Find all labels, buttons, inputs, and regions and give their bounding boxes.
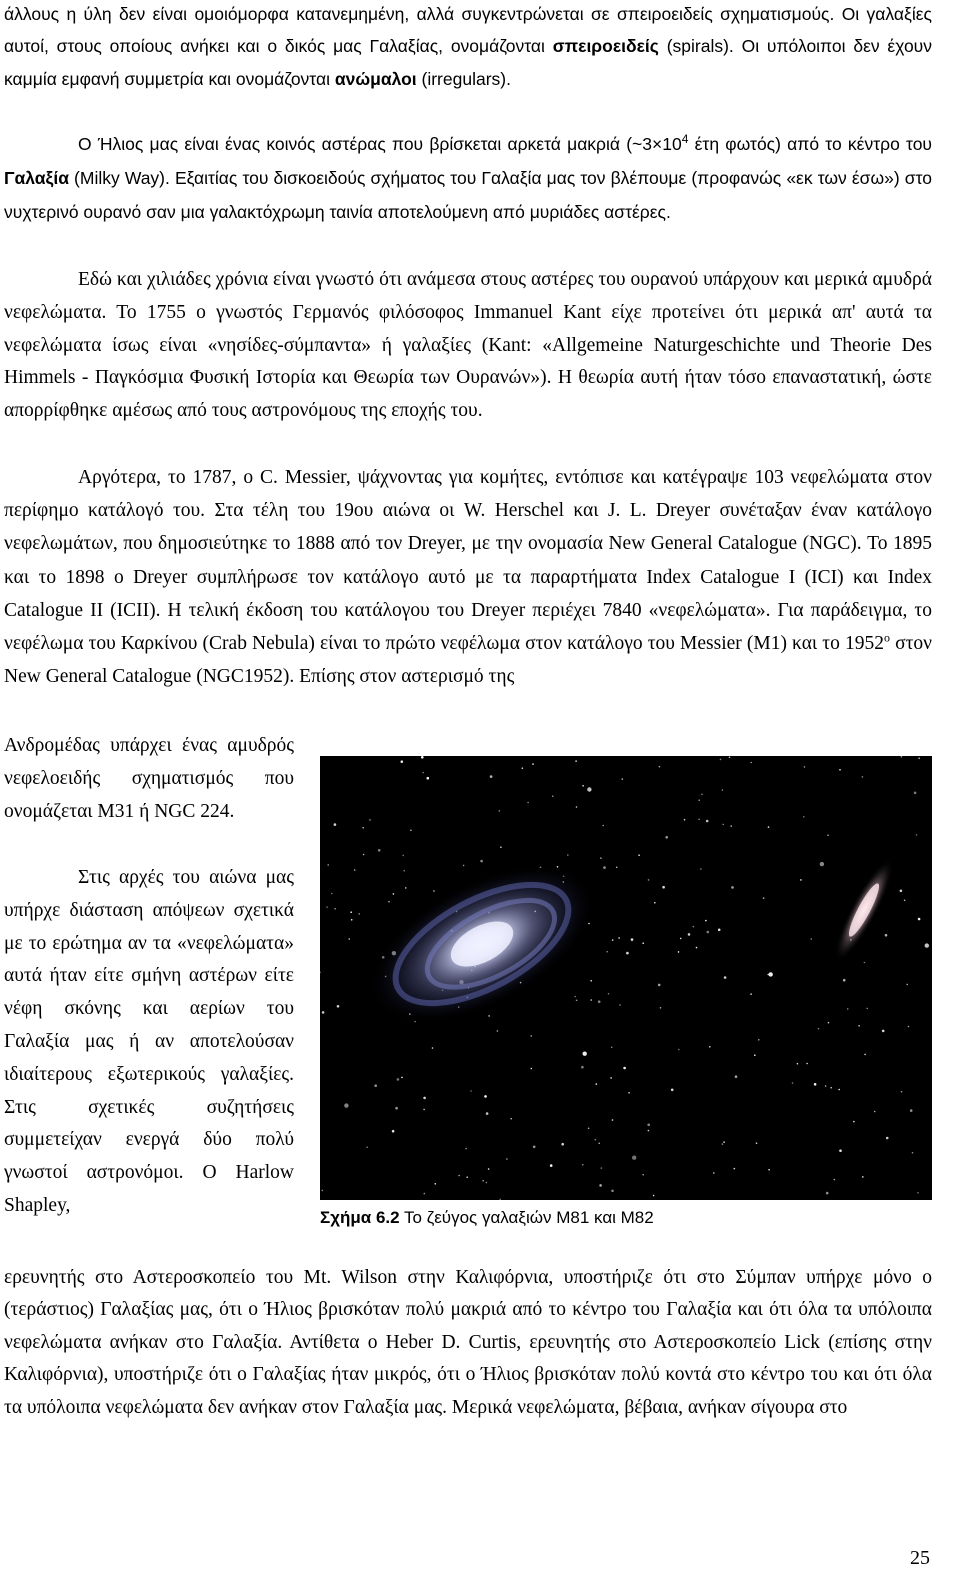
star — [350, 911, 352, 913]
star — [839, 1149, 842, 1152]
star — [885, 934, 888, 937]
star — [458, 1175, 460, 1177]
star — [693, 926, 695, 928]
star — [642, 942, 644, 944]
star — [581, 1066, 584, 1069]
figure-caption — [320, 1204, 932, 1232]
paragraph-3 — [4, 264, 932, 428]
star — [402, 855, 404, 857]
star — [763, 897, 765, 899]
star — [671, 1089, 674, 1092]
star — [393, 893, 395, 895]
star — [662, 886, 665, 889]
star — [590, 999, 592, 1001]
galaxy-photo-image — [320, 756, 932, 1200]
star — [595, 1139, 597, 1141]
paragraph-text: (Milky Way). Εξαιτίας του δισκοειδούς σχήματος του Γαλαξία μας τον βλέπουμε (προφανώς «εκ των έσω») στο νυχτερινό ουρανό σαν μια γαλακτόχρωμη ταινία αποτελούμενη από μυριάδες αστέρες. — [4, 168, 932, 222]
star — [337, 1005, 340, 1008]
star — [864, 1054, 866, 1056]
star — [729, 757, 731, 759]
star — [917, 1192, 919, 1194]
paragraph-text: (irregulars). — [416, 68, 511, 89]
star — [601, 1167, 603, 1169]
star — [628, 1092, 630, 1094]
star — [901, 756, 903, 758]
star — [322, 1011, 325, 1014]
star — [506, 1158, 508, 1160]
star — [410, 830, 412, 832]
paragraph-text: ερευνητής στο Αστεροσκοπείο του Mt. Wilson στην Καλιφόρνια, υποστήριζε ότι στο Σύμπαν υπήρχε μόνο ο (τεράστιος) Γαλαξίας μας, ότι ο Ήλιος βρισκόταν πολύ μακριά από το κέντρο του Γαλαξία και ότι όλα τα υπόλοιπα νεφελώματα ανήκαν στο Γαλαξία. Αντίθετα ο Heber D. Curtis, ερευνητής στο Αστεροσκοπείο Lick (επίσης στην Καλιφόρνια), υποστήριζε ότι ο Γαλαξίας ήταν μικρός, ότι ο Ήλιος βρισκόταν πολύ κοντά στο κέντρο του και ότι όλα τα υπόλοιπα νεφελώματα δεν ανήκαν στον Γαλαξία μας. Μερικά νεφελώματα, βέβαια, ανήκαν σίγουρα στο — [4, 1267, 932, 1418]
star — [500, 846, 502, 848]
star — [480, 860, 483, 863]
star — [374, 1084, 377, 1087]
star — [378, 849, 381, 852]
star — [750, 993, 752, 995]
star — [723, 1141, 725, 1143]
star — [862, 776, 864, 778]
star — [800, 879, 802, 881]
star — [731, 886, 734, 889]
star — [397, 1078, 400, 1081]
star — [713, 1172, 715, 1174]
star — [327, 864, 329, 866]
star — [348, 938, 350, 940]
paragraph-text: Εδώ και χιλιάδες χρόνια είναι γνωστό ότι ανάμεσα στους αστέρες του ουρανού υπάρχουν και μερικά αμυδρά νεφελώματα. Το 1755 ο γνωστός Γερμανός φιλόσοφος Immanuel Kant είχε προτείνει ότι μερικά απ' αυτά τα νεφελώματα ίσως είναι «νησίδες-σύμπαντα» ή γαλαξίες (Kant: «Allgemeine Naturgeschichte und Theorie Des Himmels - Παγκόσμια Φυσική Ιστορία και Θεωρία των Ουρανών»). Η θεωρία αυτή ήταν τόσο επαναστατική, ώστε απορρίφθηκε αμέσως από τους αστρονόμους της εποχής του. — [4, 269, 932, 422]
star — [576, 806, 578, 808]
star — [608, 993, 610, 995]
star — [369, 819, 371, 821]
star — [344, 1103, 348, 1107]
star — [363, 854, 365, 856]
page-number: 25 — [910, 1547, 930, 1569]
side-paragraph-2 — [4, 862, 294, 1223]
star — [814, 1083, 817, 1086]
star — [631, 938, 634, 941]
star — [722, 1143, 724, 1145]
star — [590, 980, 592, 982]
star — [866, 1008, 868, 1010]
star — [688, 933, 691, 936]
star — [510, 1118, 512, 1120]
star — [527, 802, 529, 804]
side-paragraph-1 — [4, 730, 294, 828]
star — [331, 893, 333, 895]
star — [804, 766, 806, 768]
star — [484, 1095, 487, 1098]
star — [550, 1164, 553, 1167]
paragraph-text: στον New General Catalogue (NGC1952). Επίσης στον αστερισμό της — [4, 633, 932, 688]
star — [828, 1022, 830, 1024]
star — [522, 767, 524, 769]
star — [603, 866, 606, 869]
star — [838, 1089, 840, 1091]
paragraph-2 — [4, 127, 932, 229]
star — [395, 1107, 398, 1110]
star — [567, 854, 569, 856]
star — [421, 756, 424, 759]
star — [918, 758, 920, 760]
star — [642, 1174, 644, 1176]
star — [874, 1111, 876, 1113]
star — [530, 1035, 532, 1037]
star — [602, 825, 604, 827]
star — [820, 862, 824, 866]
exponent: 4 — [681, 132, 689, 147]
star — [358, 913, 360, 915]
star — [588, 1128, 590, 1130]
star — [916, 834, 918, 836]
star — [366, 1146, 368, 1148]
paragraph-text: Αργότερα, το 1787, ο C. Messier, ψάχνοντας για κομήτες, εντόπισε και κατέγραψε 103 νεφελώματα στον περίφημο κατάλογό του. Στα τέλη του 19ου αιώνα οι W. Herschel και J. L. Dreyer συνέταξαν έναν κατάλογο νεφελωμάτων, που δημοσιεύτηκε το 1888 από τον Dreyer, με την ονομασία New General Catalogue (NGC). Το 1895 και το 1898 ο Dreyer συμπλήρωσε τον κατάλογο αυτό με τα παραρτήματα Index Catalogue I (ICI) και Index Catalogue II (ICII). Η τελική έκδοση του κατάλογου του Dreyer περιέχει 7840 «νεφελώματα». Για παράδειγμα, το νεφέλωμα του Καρκίνου (Crab Nebula) είναι το πρώτο νεφέλωμα στον κατάλογο του Messier (M1) και το 1952 — [4, 467, 932, 655]
paragraph-5 — [4, 1262, 932, 1424]
star — [758, 1039, 760, 1041]
paragraph-1 — [4, 0, 932, 95]
star — [488, 1015, 490, 1017]
star — [388, 901, 390, 903]
star — [701, 794, 703, 796]
star — [858, 1025, 860, 1027]
paragraph-text: Ανδρομέδας υπάρχει ένας αμυδρός νεφελοειδής σχηματισμός που ονομάζεται Μ31 ή NGC 224. — [4, 735, 294, 822]
star — [724, 976, 727, 979]
star — [552, 795, 554, 797]
star — [354, 869, 356, 871]
star — [658, 984, 661, 987]
star — [750, 762, 752, 764]
star — [482, 1180, 484, 1182]
term-irregulars: ανώμαλοι — [334, 68, 417, 89]
star — [735, 1075, 738, 1078]
star — [576, 1000, 578, 1002]
star — [810, 938, 812, 940]
star — [925, 943, 929, 947]
star — [914, 792, 917, 795]
star — [533, 1146, 536, 1149]
star — [427, 777, 430, 780]
star — [424, 1193, 426, 1195]
star — [918, 918, 921, 921]
star — [839, 769, 841, 771]
star — [665, 836, 668, 839]
star — [900, 890, 903, 893]
figure-label: Σχήμα 6.2 — [320, 1208, 400, 1227]
star — [660, 1007, 662, 1009]
star — [709, 1046, 711, 1048]
star — [598, 1000, 601, 1003]
star — [862, 1176, 864, 1178]
star — [611, 1047, 613, 1049]
star — [497, 1030, 499, 1032]
star — [648, 879, 650, 881]
paragraph-text: (spirals). Οι υπόλοιποι δεν έχουν καμμία εμφανή συμμετρία και ονομάζονται — [4, 36, 933, 89]
star — [405, 887, 407, 889]
star — [730, 825, 732, 827]
star — [806, 1063, 808, 1065]
star — [486, 1182, 488, 1184]
star — [684, 819, 686, 821]
star — [575, 760, 577, 762]
star — [659, 766, 661, 768]
star — [700, 868, 702, 870]
star — [632, 1156, 636, 1160]
star — [587, 787, 591, 791]
star — [463, 865, 465, 867]
star — [696, 947, 698, 949]
star — [792, 1082, 794, 1084]
star — [326, 906, 328, 908]
star — [334, 823, 337, 826]
star — [618, 937, 620, 939]
star — [401, 1077, 403, 1079]
term-spirals: σπειροειδείς — [552, 36, 659, 57]
star — [706, 820, 709, 823]
star — [864, 962, 866, 964]
star — [435, 1183, 437, 1185]
paragraph-text: Ο Ήλιος μας είναι ένας κοινός αστέρας που βρίσκεται αρκετά μακριά (~3×10 — [78, 134, 682, 154]
star — [638, 854, 640, 856]
star — [882, 1030, 885, 1033]
star — [600, 857, 602, 859]
star — [678, 1049, 680, 1051]
star — [825, 1085, 827, 1087]
star — [678, 951, 680, 953]
star — [912, 1152, 914, 1154]
star — [754, 1054, 756, 1056]
star — [843, 979, 846, 982]
star — [853, 1121, 855, 1123]
figure-caption-text: Το ζεύγος γαλαξιών M81 και M82 — [399, 1208, 654, 1227]
galaxy-photo — [320, 756, 932, 1200]
star — [561, 1143, 564, 1146]
paragraph-4 — [4, 461, 932, 693]
star — [486, 1112, 489, 1115]
star — [847, 1008, 849, 1010]
star — [612, 1119, 614, 1121]
star — [423, 1097, 426, 1100]
star — [470, 1090, 472, 1092]
star — [334, 908, 336, 910]
star — [596, 1083, 598, 1085]
star — [768, 1169, 770, 1171]
star — [403, 870, 405, 872]
star — [797, 1063, 799, 1065]
star — [490, 775, 493, 778]
star — [904, 900, 906, 902]
star — [680, 938, 682, 940]
star — [351, 919, 353, 921]
star — [582, 1164, 584, 1166]
paragraph-text: άλλους η ύλη δεν είναι ομοιόμορφα κατανεμημένη, αλλά συγκεντρώνεται σε σπειροειδείς σχηματισμούς. Οι γαλαξίες αυτοί, στους οποίους ανήκει και ο δικός μας Γαλαξίας, ονομάζονται — [4, 4, 932, 57]
star — [623, 1067, 626, 1070]
star — [648, 1130, 650, 1132]
star — [705, 920, 707, 922]
star — [626, 952, 629, 955]
star — [488, 1168, 490, 1170]
star — [433, 890, 435, 892]
star — [619, 1004, 621, 1006]
star — [616, 867, 618, 869]
star — [499, 810, 501, 812]
star — [818, 1028, 820, 1030]
star — [769, 972, 773, 976]
star — [531, 1068, 533, 1070]
star — [466, 1176, 468, 1178]
star — [901, 1091, 903, 1093]
star — [826, 1192, 829, 1195]
star — [401, 760, 404, 763]
star — [906, 984, 908, 986]
star — [423, 1109, 425, 1111]
star — [322, 1190, 324, 1192]
star — [908, 1026, 910, 1028]
star — [654, 902, 656, 904]
paragraph-text: Στις αρχές του αιώνα μας υπήρχε διάσταση απόψεων σχετικά με το ερώτημα αν τα «νεφελώματα» αυτά ήταν είτε σμήνη αστέρων είτε νέφη σκόνης και αερίων του Γαλαξία μας ή αν αποτελούσαν ιδιαίτερους εξωτερικούς γαλαξίες. Στις σχετικές συζητήσεις συμμετείχαν ενεργά δύο πολύ γνωστοί αστρονόμοι. Ο Harlow Shapley, — [4, 867, 294, 1216]
star — [647, 1124, 650, 1127]
star — [622, 778, 624, 780]
star — [606, 951, 608, 953]
star — [583, 1052, 587, 1056]
star — [734, 1168, 736, 1170]
star — [432, 1047, 434, 1049]
ordinal-suffix: ο — [883, 630, 890, 645]
star — [756, 1142, 758, 1144]
star — [698, 799, 700, 801]
star — [827, 834, 829, 836]
star — [718, 929, 721, 932]
star — [722, 789, 724, 791]
star — [574, 996, 576, 998]
star — [910, 1109, 913, 1112]
star — [886, 1137, 889, 1140]
star — [532, 763, 534, 765]
star — [598, 1143, 600, 1145]
star — [830, 1087, 832, 1089]
star — [611, 1190, 614, 1193]
star — [698, 819, 700, 821]
term-galaxy: Γαλαξία — [4, 168, 69, 188]
star — [392, 1130, 395, 1133]
star — [362, 827, 364, 829]
star — [720, 759, 722, 761]
star — [707, 931, 710, 934]
star — [653, 1195, 655, 1197]
star — [465, 1148, 467, 1150]
star — [582, 785, 584, 787]
star — [768, 826, 770, 828]
star — [599, 1184, 602, 1187]
star — [610, 1077, 612, 1079]
star — [422, 772, 424, 774]
paragraph-text: έτη φωτός) από το κέντρο του — [688, 134, 933, 154]
star — [722, 824, 724, 826]
star — [612, 939, 614, 941]
star — [834, 1179, 836, 1181]
star — [803, 816, 805, 818]
